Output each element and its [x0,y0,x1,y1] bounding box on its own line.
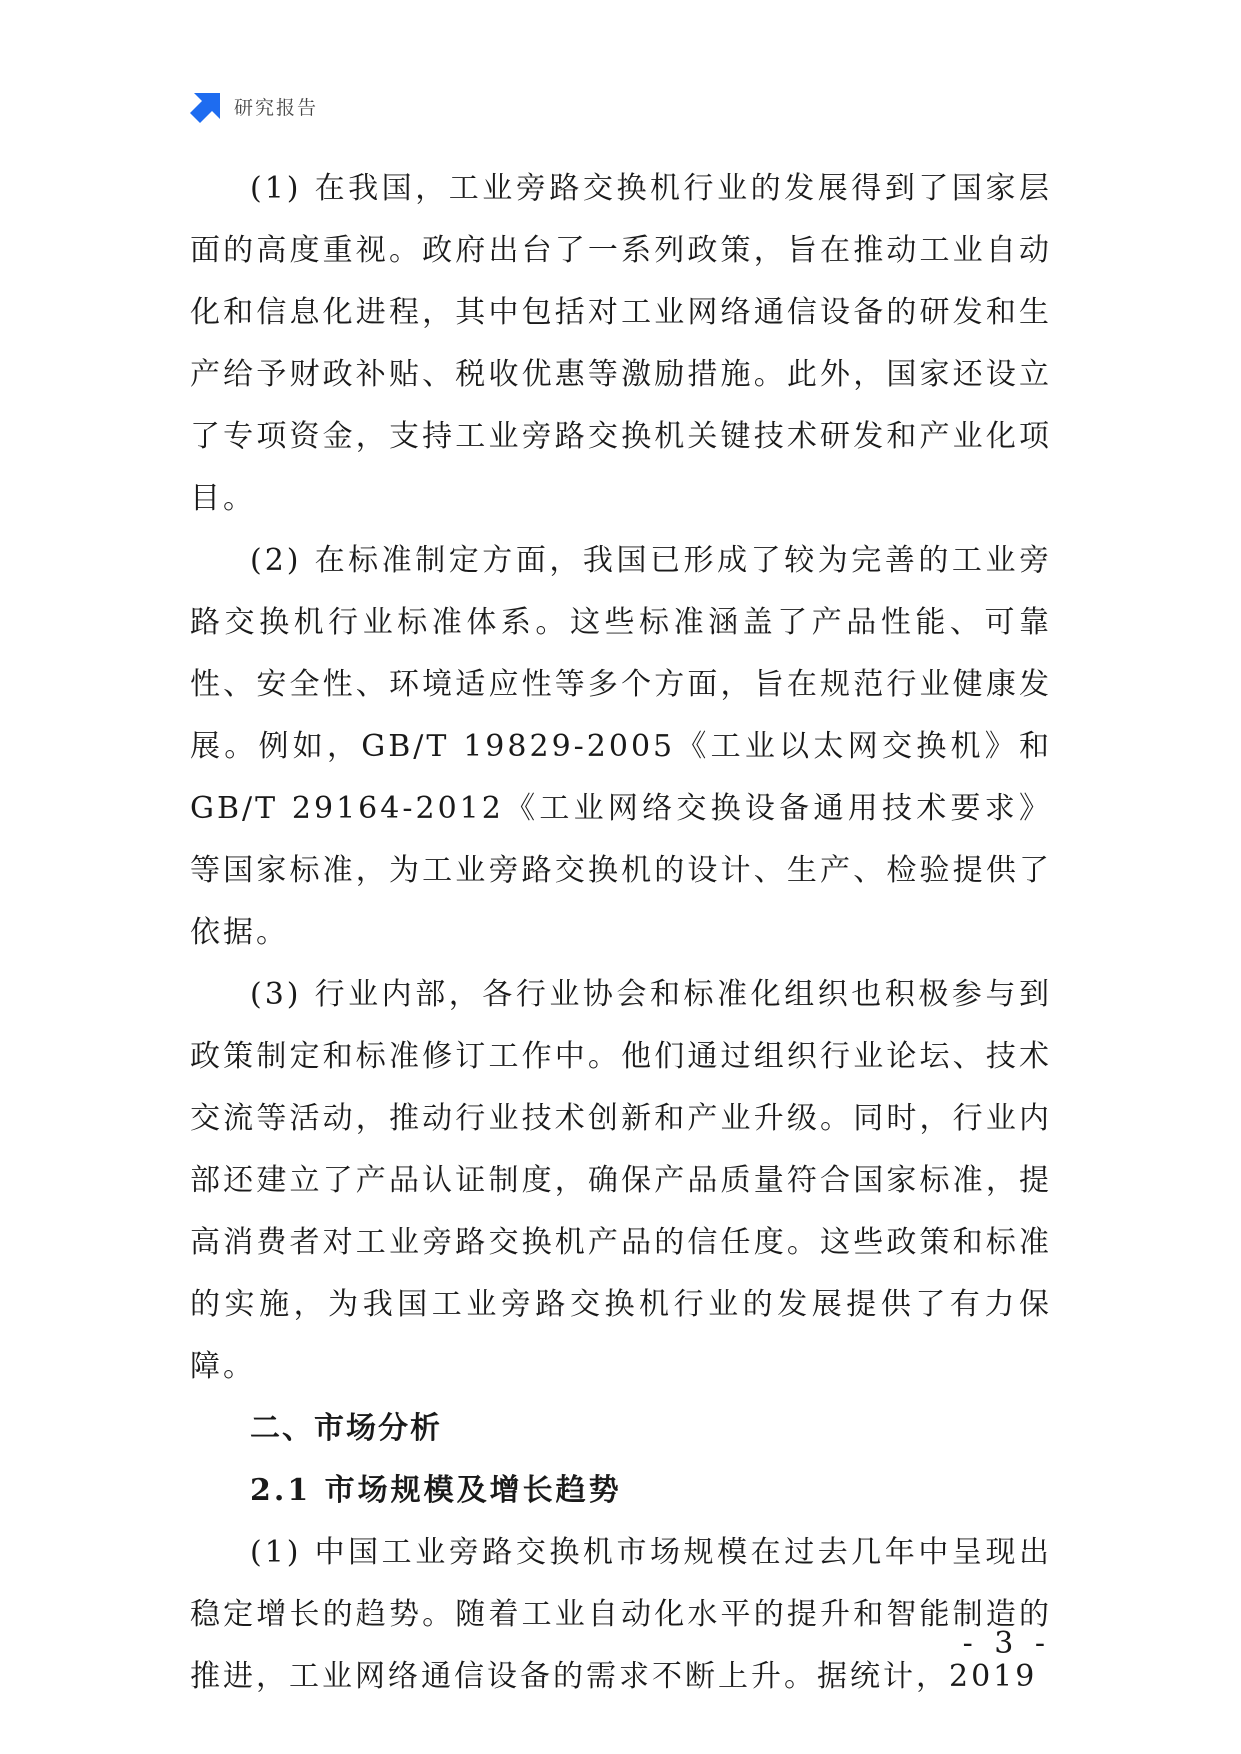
paragraph-standards: (2) 在标准制定方面，我国已形成了较为完善的工业旁路交换机行业标准体系。这些标准涵盖了产品性能、可靠性、安全性、环境适应性等多个方面，旨在规范行业健康发展。例如，GB/T 19829-2005《工业以太网交换机》和GB/T 29164-2012《工业网络交换设备通用技术要求》等国家标准，为工业旁路交换机的设计、生产、检验提供了依据。 [190,543,1052,950]
paragraph-market-size: (1) 中国工业旁路交换机市场规模在过去几年中呈现出稳定增长的趋势。随着工业自动化水平的提升和智能制造的推进，工业网络通信设备的需求不断上升。据统计，2019 [190,1535,1052,1694]
paragraph-policy-support: (1) 在我国，工业旁路交换机行业的发展得到了国家层面的高度重视。政府出台了一系列政策，旨在推动工业自动化和信息化进程，其中包括对工业网络通信设备的研发和生产给予财政补贴、税收优惠等激励措施。此外，国家还设立了专项资金，支持工业旁路交换机关键技术研发和产业化项目。 [190,171,1052,516]
section-heading: 二、市场分析 [250,1411,442,1446]
subsection-heading: 2.1 市场规模及增长趋势 [250,1473,622,1508]
report-header [190,88,318,124]
page-number: - 3 - [962,1626,1051,1661]
arrow-up-right-icon [190,89,224,123]
paragraph-industry-participation: (3) 行业内部，各行业协会和标准化组织也积极参与到政策制定和标准修订工作中。他们通过组织行业论坛、技术交流等活动，推动行业技术创新和产业升级。同时，行业内部还建立了产品认证制度，确保产品质量符合国家标准，提高消费者对工业旁路交换机产品的信任度。这些政策和标准的实施，为我国工业旁路交换机行业的发展提供了有力保障。 [190,977,1052,1384]
report-type-label: 研究报告 [234,96,319,119]
document-body [190,158,1052,1708]
